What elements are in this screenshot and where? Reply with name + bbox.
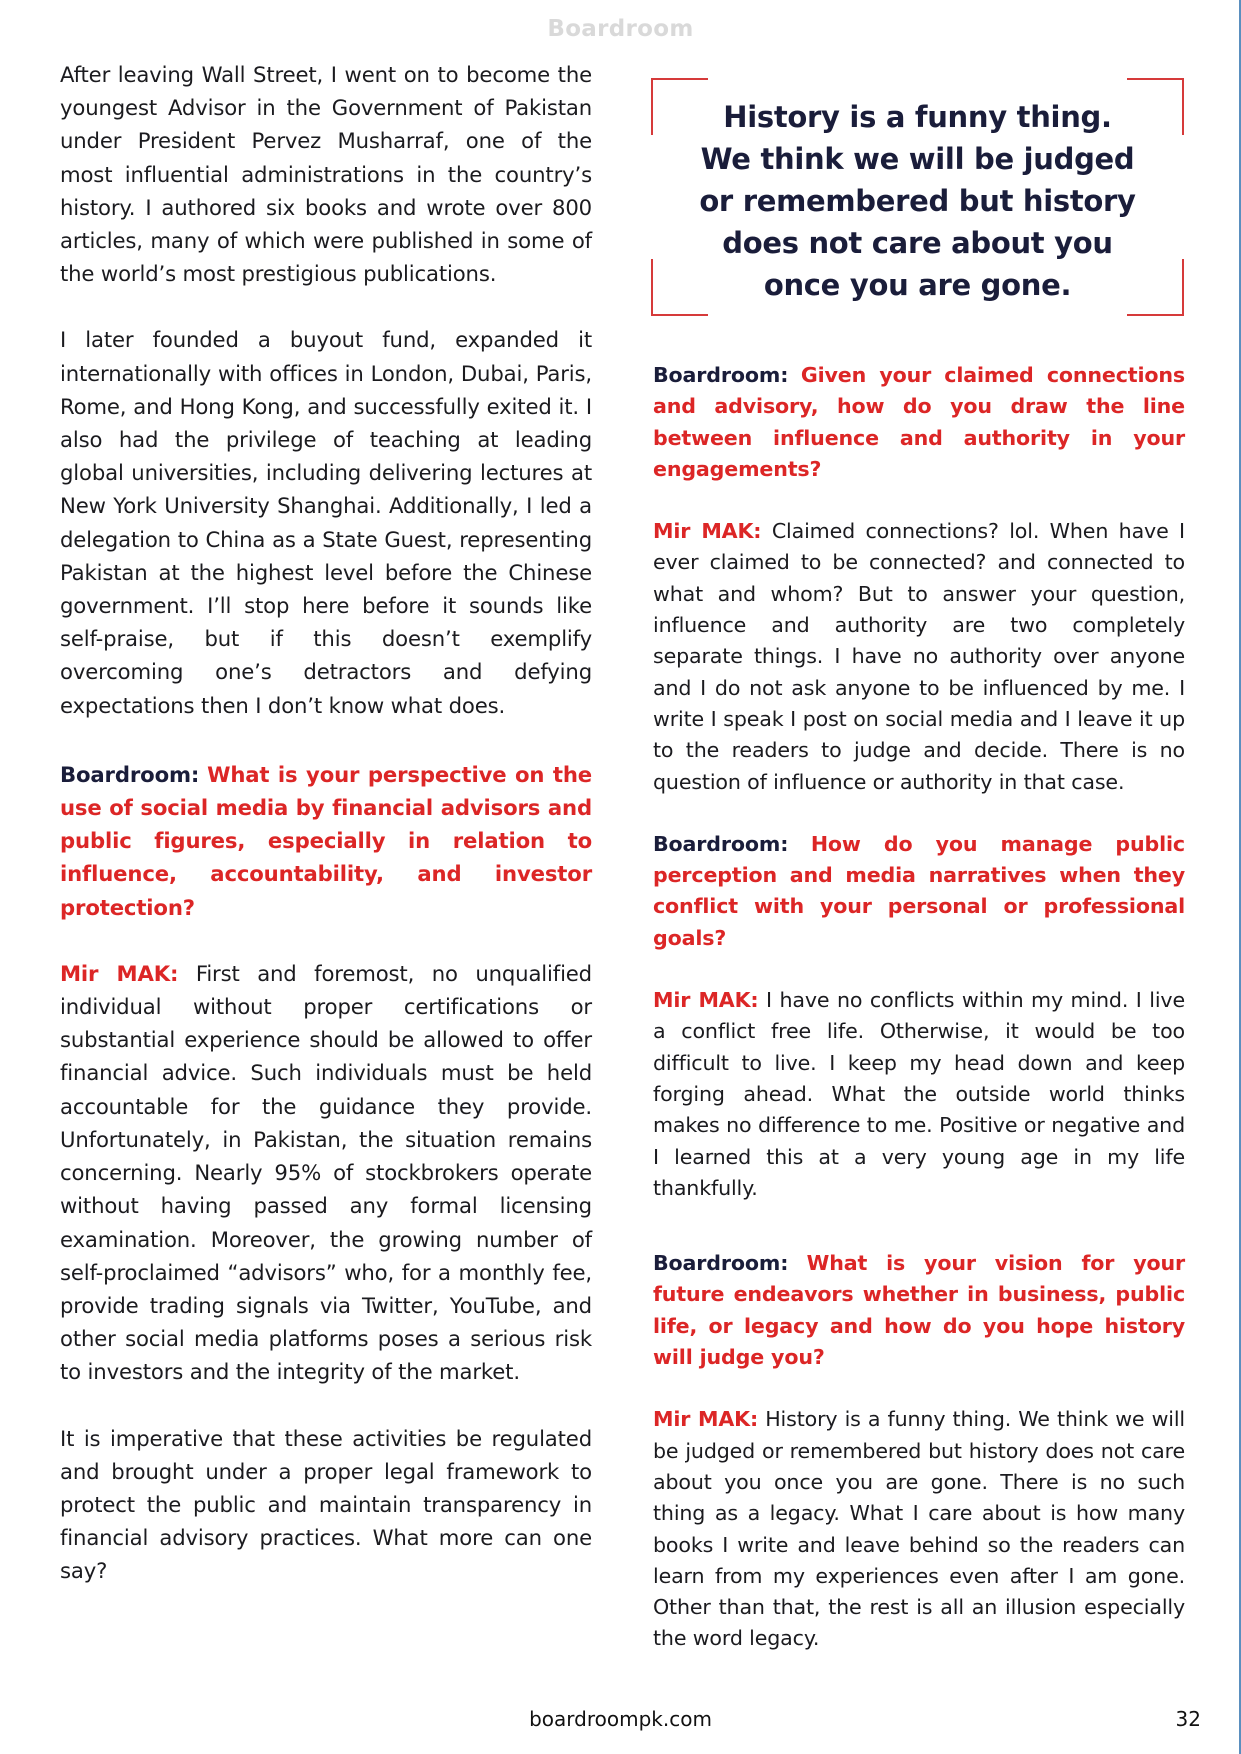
pull-quote-line: does not care about you: [722, 226, 1113, 260]
answer-text: History is a funny thing. We think we will be judged or remembered but history does not care about you once you are gone. There is no such thing as a legacy. What I care about is how many books I write and leave behind so the readers can learn from my experiences even after I am gone. Other than that, the rest is all an illusion especially the word legacy.: [653, 1407, 1185, 1651]
interview-question: [60, 758, 592, 924]
intro-paragraph: After leaving Wall Street, I went on to become the youngest Advisor in the Government of Pakistan under President Pervez Musharraf, one of the most influential administrations in the country’s history. I authored six books and wrote over 800 articles, many of which were published in some of the world’s most prestigious publications.: [60, 62, 592, 287]
pull-quote-line: once you are gone.: [763, 268, 1072, 302]
pull-quote: [651, 78, 1184, 316]
answer-label: Mir MAK:: [653, 519, 762, 544]
question-text: What is your perspective on the use of social media by financial advisors and public figures, especially in relation to influence, accountability, and investor protection?: [60, 761, 592, 920]
interview-question: [653, 360, 1185, 485]
interview-question: [653, 1248, 1185, 1373]
question-label: Boardroom:: [653, 363, 789, 387]
footer-website: boardroompk.com: [529, 1707, 712, 1731]
intro-paragraph: I later founded a buyout fund, expanded it internationally with offices in London, Dubai, Paris, Rome, and Hong Kong, and successfully exited it. I also had the privilege of teaching at leading global universities, including delivering lectures at New York University Shanghai. Additionally, I led a delegation to China as a State Guest, representing Pakistan at the highest level before the Chinese government. I’ll stop here before it sounds like self-praise, but if this doesn’t exemplify overcoming one’s detractors and defying expectations then I don’t know what does.: [60, 327, 592, 718]
question-label: Boardroom:: [653, 1251, 789, 1276]
pull-quote-line: We think we will be judged: [700, 142, 1135, 176]
right-column: [653, 58, 1185, 1655]
answer-text: Claimed connections? lol. When have I ever claimed to be connected? and connected to what and whom? But to answer your question, influence and authority are two completely separate things. I have no authority over anyone and I do not ask anyone to be influenced by me. I write I speak I post on social media and I leave it up to the readers to judge and decide. There is no question of influence or authority in that case.: [653, 519, 1185, 794]
interview-answer: [653, 985, 1185, 1204]
answer-continued: It is imperative that these activities be regulated and brought under a proper legal framework to protect the public and maintain transparency in financial advisory practices. What more can one say?: [60, 1425, 592, 1584]
answer-label: Mir MAK:: [653, 988, 759, 1013]
pull-quote-line: or remembered but history: [699, 184, 1136, 218]
interview-answer: [60, 957, 592, 1389]
question-label: Boardroom:: [60, 761, 200, 787]
interview-answer: [653, 516, 1185, 798]
magazine-masthead: Boardroom: [547, 16, 694, 42]
pull-quote-text: [651, 96, 1184, 306]
answer-label: Mir MAK:: [653, 1407, 759, 1432]
interview-answer: [653, 1404, 1185, 1654]
question-text: How do you manage public perception and media narratives when they conflict with your personal or professional goals?: [653, 831, 1185, 950]
answer-label: Mir MAK:: [60, 960, 179, 986]
interview-question: [653, 829, 1185, 954]
question-text: What is your vision for your future endeavors whether in business, public life, or legacy and how do you hope history will judge you?: [653, 1251, 1185, 1370]
question-text: Given your claimed connections and advisory, how do you draw the line between influence and authority in your engagements?: [653, 363, 1186, 481]
page-number: 32: [1175, 1707, 1201, 1731]
left-column: [60, 58, 592, 1588]
answer-text: First and foremost, no unqualified individual without proper certifications or substantial experience should be allowed to offer financial advice. Such individuals must be held accountable for the guidance they provide. Unfortunately, in Pakistan, the situation remains concerning. Nearly 95% of stockbrokers operate without having passed any formal licensing examination. Moreover, the growing number of self-proclaimed “advisors” who, for a monthly fee, provide trading signals via Twitter, YouTube, and other social media platforms poses a serious risk to investors and the integrity of the market.: [60, 960, 592, 1385]
answer-text: I have no conflicts within my mind. I live a conflict free life. Otherwise, it would be too difficult to live. I keep my head down and keep forging ahead. What the outside world thinks makes no difference to me. Positive or negative and I learned this at a very young age in my life thankfully.: [653, 988, 1185, 1200]
pull-quote-line: History is a funny thing.: [723, 100, 1112, 134]
question-label: Boardroom:: [653, 831, 789, 856]
